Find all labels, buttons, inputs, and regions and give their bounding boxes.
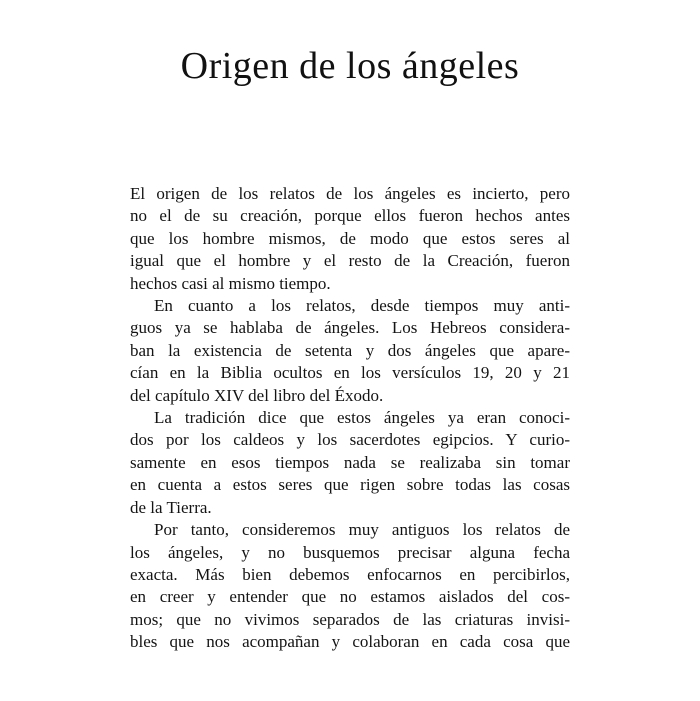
text-line: de la Tierra.: [130, 497, 212, 517]
text-line: samente en esos tiempos nada se realizaba sin tomar: [130, 452, 570, 472]
text-line: mos; que no vivimos separados de las criaturas invisi-: [130, 609, 570, 629]
text-line: dos por los caldeos y los sacerdotes egipcios. Y curio-: [130, 430, 570, 450]
text-line: bles que nos acompañan y colaboran en cada cosa que: [130, 632, 570, 652]
text-line: en cuenta a estos seres que rigen sobre todas las cosas: [130, 475, 570, 495]
text-line: ban la existencia de setenta y dos ángeles que apare-: [130, 340, 570, 360]
chapter-title: Origen de los ángeles: [180, 45, 520, 87]
text-line: El origen de los relatos de los ángeles es incierto, pero: [130, 184, 570, 203]
text-line: los ángeles, y no busquemos precisar alguna fecha: [130, 542, 570, 562]
text-line: Por tanto, consideremos muy antiguos los relatos de: [154, 520, 570, 540]
text-line: En cuanto a los relatos, desde tiempos muy anti-: [154, 296, 570, 316]
text-line: hechos casi al mismo tiempo.: [130, 273, 331, 293]
chapter-body: [130, 183, 570, 654]
text-line: que los hombre mismos, de modo que estos seres al: [130, 228, 570, 248]
text-line: guos ya se hablaba de ángeles. Los Hebreos considera-: [130, 318, 570, 338]
text-line: del capítulo XIV del libro del Éxodo.: [130, 385, 384, 405]
text-line: exacta. Más bien debemos enfocarnos en percibirlos,: [130, 564, 570, 584]
text-line: igual que el hombre y el resto de la Creación, fueron: [130, 251, 570, 271]
text-line: cían en la Biblia ocultos en los versículos 19, 20 y 21: [130, 363, 570, 383]
text-line: La tradición dice que estos ángeles ya eran conoci-: [154, 408, 570, 428]
text-line: no el de su creación, porque ellos fueron hechos antes: [130, 206, 570, 226]
text-line: en creer y entender que no estamos aislados del cos-: [130, 587, 570, 607]
